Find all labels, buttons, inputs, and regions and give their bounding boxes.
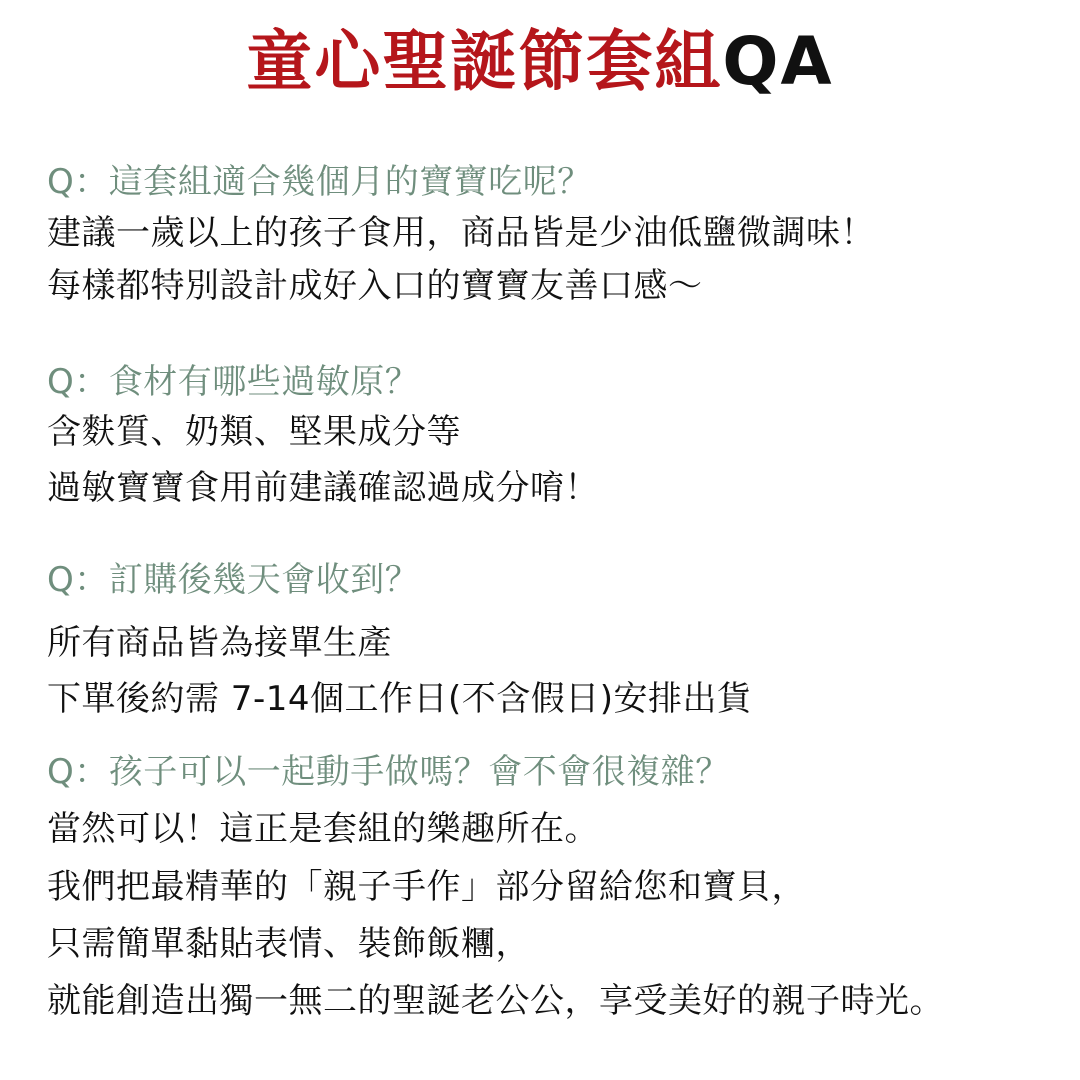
page-title-main: 童心聖誕節套組	[246, 23, 723, 100]
question-3: Q：訂購後幾天會收到？	[47, 560, 420, 600]
answer-4-line-2: 我們把最精華的「親子手作」部分留給您和寶貝，	[47, 867, 806, 907]
answer-4-line-1: 當然可以！這正是套組的樂趣所在。	[47, 809, 599, 849]
answer-2-line-2: 過敏寶寶食用前建議確認過成分唷！	[47, 468, 599, 508]
answer-3-line-1: 所有商品皆為接單生產	[47, 623, 392, 663]
page-title	[0, 14, 1080, 110]
page-title-qa: QA	[722, 23, 834, 100]
question-1: Q：這套組適合幾個月的寶寶吃呢？	[47, 162, 592, 202]
question-4: Q：孩子可以一起動手做嗎？會不會很複雜？	[47, 752, 730, 792]
answer-1-line-1: 建議一歲以上的孩子食用，商品皆是少油低鹽微調味！	[47, 213, 875, 253]
question-2: Q：食材有哪些過敏原？	[47, 362, 420, 402]
answer-2-line-1: 含麩質、奶類、堅果成分等	[47, 412, 461, 452]
answer-4-line-3: 只需簡單黏貼表情、裝飾飯糰，	[47, 924, 530, 964]
answer-3-line-2: 下單後約需 7-14個工作日(不含假日)安排出貨	[47, 679, 752, 719]
answer-1-line-2: 每樣都特別設計成好入口的寶寶友善口感～	[47, 266, 703, 306]
answer-4-line-4: 就能創造出獨一無二的聖誕老公公，享受美好的親子時光。	[47, 981, 944, 1021]
